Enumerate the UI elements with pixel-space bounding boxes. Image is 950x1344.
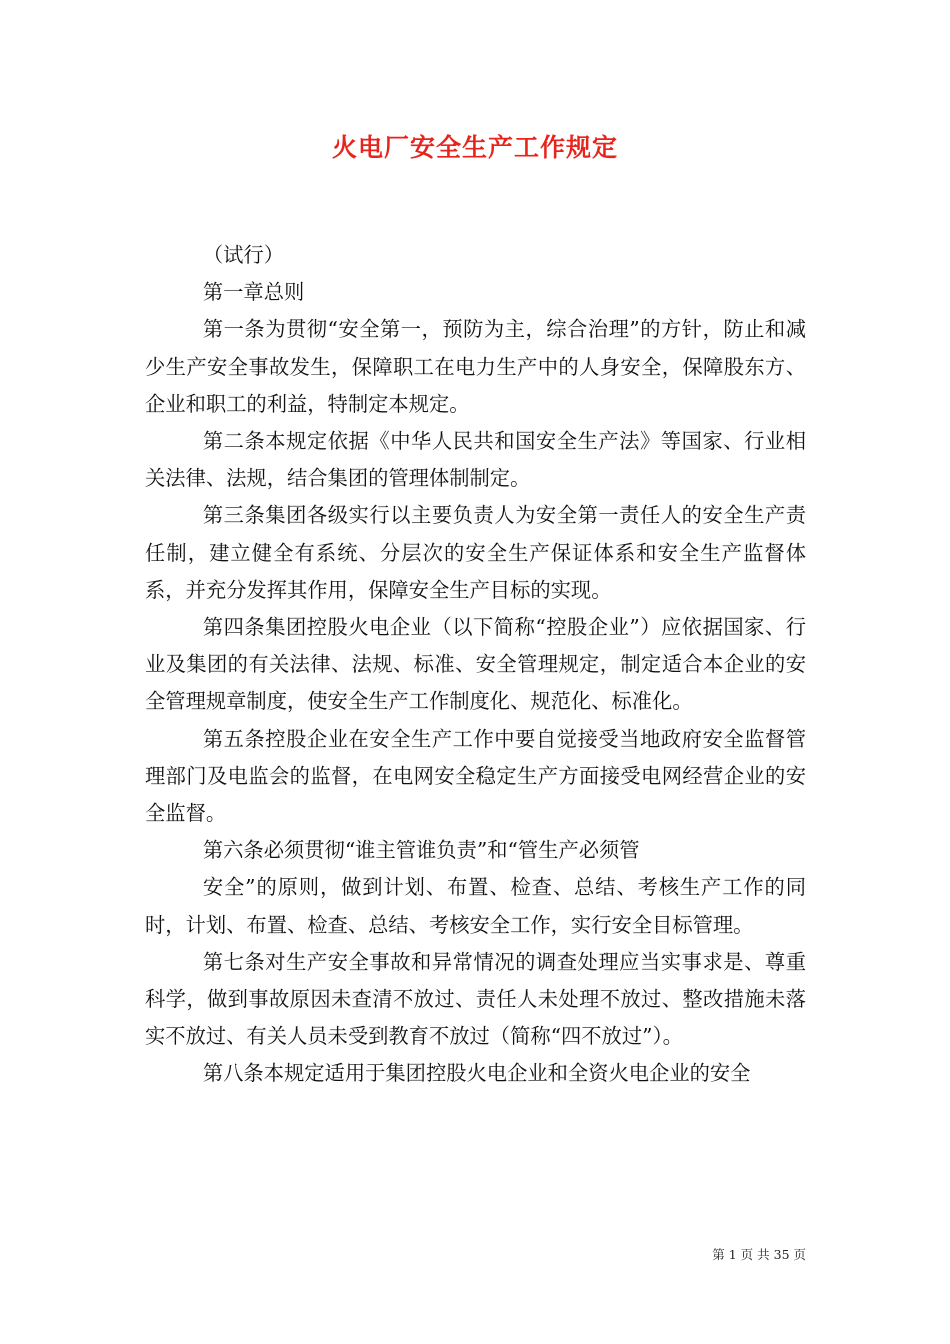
paragraph: 第八条本规定适用于集团控股火电企业和全资火电企业的安全	[202, 1061, 751, 1086]
chapter-heading: 第一章总则	[202, 280, 305, 305]
page-number: 第 1 页 共 35 页	[712, 1247, 806, 1262]
paragraph: 第五条控股企业在安全生产工作中要自觉接受当地政府安全监督管理部门及电监会的监督，在电网安全稳定生产方面接受电网经营企业的安全监督。	[145, 726, 806, 826]
paragraph: 第七条对生产安全事故和异常情况的调查处理应当实事求是、尊重科学，做到事故原因未查清不放过、责任人未处理不放过、整改措施未落实不放过、有关人员未受到教育不放过（简称“四不放过”）。	[145, 949, 806, 1049]
paragraph: 第一条为贯彻“安全第一，预防为主，综合治理”的方针，防止和减少生产安全事故发生，保障职工在电力生产中的人身安全，保障股东方、企业和职工的利益，特制定本规定。	[145, 317, 806, 416]
paragraph: 安全”的原则，做到计划、布置、检查、总结、考核生产工作的同时，计划、布置、检查、总结、考核安全工作，实行安全目标管理。	[145, 875, 806, 937]
document-title: 火电厂安全生产工作规定	[331, 133, 618, 162]
paragraph: （试行）	[202, 243, 284, 267]
paragraph: 第六条必须贯彻“谁主管谁负责”和“管生产必须管	[202, 838, 640, 863]
paragraph: 第四条集团控股火电企业（以下简称“控股企业”）应依据国家、行业及集团的有关法律、法规、标准、安全管理规定，制定适合本企业的安全管理规章制度，使安全生产工作制度化、规范化、标准化。	[145, 615, 806, 714]
paragraph: 第二条本规定依据《中华人民共和国安全生产法》等国家、行业相关法律、法规，结合集团的管理体制制定。	[145, 429, 806, 491]
paragraph: 第三条集团各级实行以主要负责人为安全第一责任人的安全生产责任制，建立健全有系统、分层次的安全生产保证体系和安全生产监督体系，并充分发挥其作用，保障安全生产目标的实现。	[145, 503, 806, 602]
document-body	[145, 237, 806, 1093]
